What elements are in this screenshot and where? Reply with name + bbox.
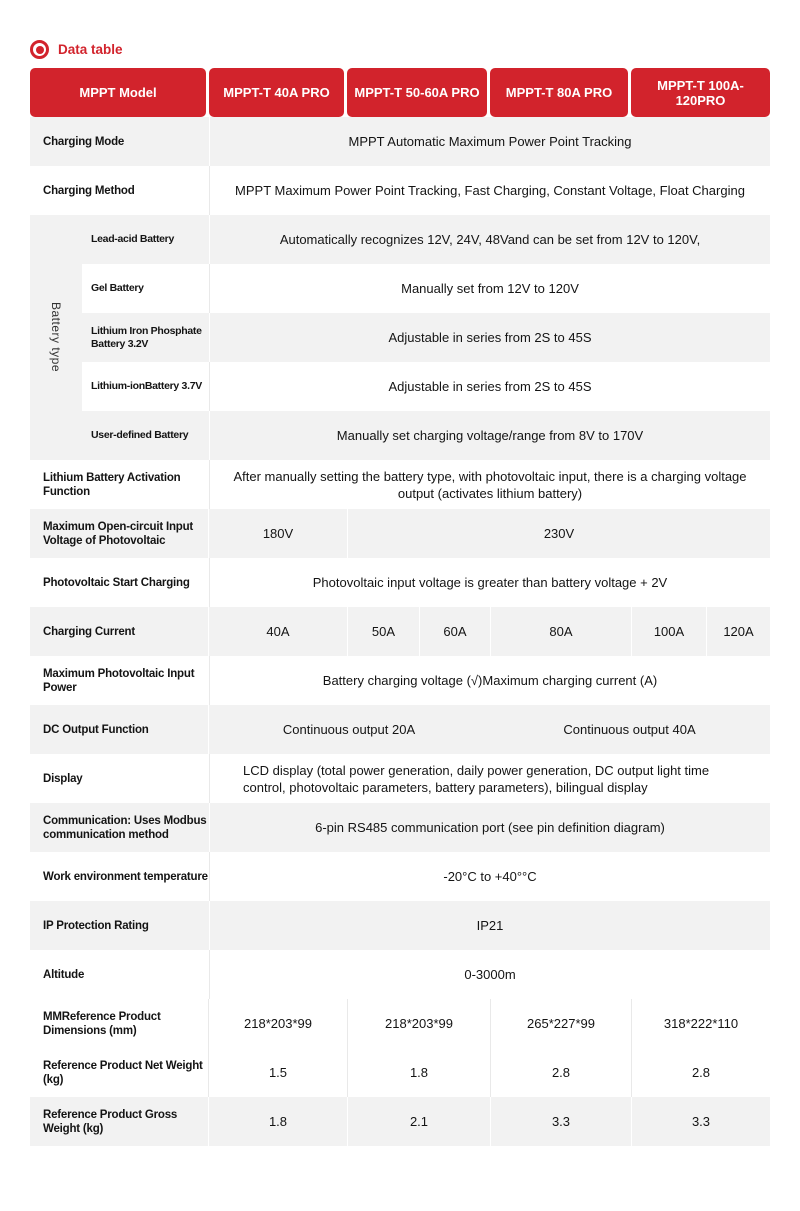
header-cell-80a-pro: MPPT-T 80A PRO [490,68,628,117]
row-value-cell [209,117,770,166]
row-value-cells [208,1048,770,1097]
row-communication [30,803,770,852]
table-header-row [30,68,770,117]
row-label: User-defined Battery [91,429,189,441]
header-cell-40a-pro: MPPT-T 40A PRO [209,68,344,117]
header-cell-100a-120pro: MPPT-T 100A-120PRO [631,68,770,117]
row-value: Battery charging voltage (√)Maximum charging current (A) [322,673,658,688]
row-lead-acid-battery [82,215,770,264]
row-product-dimensions [30,999,770,1048]
row-label: Charging Mode [43,135,125,148]
row-label: Reference Product Net Weight (kg) [43,1059,203,1086]
row-value: 6-pin RS485 communication port (see pin definition diagram) [315,820,665,835]
row-work-environment-temperature [30,852,770,901]
cell-value: 218*203*99 [244,1016,312,1031]
value-cell-60a [419,607,490,656]
row-value-cell [209,656,770,705]
value-cell-120a [706,607,770,656]
row-label-cell [30,117,209,166]
row-value: Photovoltaic input voltage is greater than battery voltage + 2V [312,575,668,590]
row-label: Altitude [43,968,85,981]
row-value: MPPT Maximum Power Point Tracking, Fast Charging, Constant Voltage, Float Charging [235,183,745,198]
cell-value: 120A [723,624,754,639]
row-label: Lithium Iron Phosphate Battery 3.2V [91,324,202,350]
row-pv-start-charging [30,558,770,607]
row-value: -20°C to +40°°C [443,869,537,884]
cell-value: 230V [543,526,575,541]
cell-value: 3.3 [551,1114,571,1129]
battery-type-merged-cell [30,215,82,460]
value-cell-40a [209,607,347,656]
row-label: Maximum Photovoltaic Input Power [43,667,195,694]
row-altitude [30,950,770,999]
caption-label: Data table [58,42,123,57]
data-table-icon-core [36,46,44,54]
row-gel-battery [82,264,770,313]
row-value: Automatically recognizes 12V, 24V, 48Vand can be set from 12V to 120V, [279,232,701,247]
battery-type-section [30,215,770,460]
cell-value: 40A [266,624,290,639]
value-cell-dim-80a [490,999,631,1048]
row-label: IP Protection Rating [43,919,149,932]
row-value-cell [209,166,770,215]
row-charging-mode [30,117,770,166]
row-ip-protection-rating [30,901,770,950]
row-label-cell [30,166,209,215]
value-cell-gross-100-120a [631,1097,770,1146]
row-value: Manually set from 12V to 120V [401,281,579,296]
cell-value: 2.8 [691,1065,711,1080]
row-value-cell [209,558,770,607]
row-max-pv-input-power [30,656,770,705]
cell-value: 2.8 [551,1065,571,1080]
row-value-cell [209,411,770,460]
row-lithium-activation [30,460,770,509]
value-cell-dim-50-60a [347,999,490,1048]
row-label: Charging Method [43,184,135,197]
row-label-cell [82,264,209,313]
row-charging-method [30,166,770,215]
row-label-cell [30,803,209,852]
row-label-cell [30,607,208,656]
cell-value: 265*227*99 [527,1016,595,1031]
battery-type-rows [82,215,770,460]
value-cell-net-100-120a [631,1048,770,1097]
value-cell-100a [631,607,706,656]
row-label-cell [30,950,209,999]
row-value: Adjustable in series from 2S to 45S [388,379,592,394]
spec-table [30,68,770,1146]
row-label: Reference Product Gross Weight (kg) [43,1108,178,1135]
value-cell-output-20a [209,705,489,754]
row-value-cell [209,460,770,509]
row-label-cell [30,509,208,558]
value-cell-output-40a [489,705,770,754]
row-value-cells [208,999,770,1048]
value-cell-net-80a [490,1048,631,1097]
row-label-cell [82,411,209,460]
cell-value: Continuous output 40A [563,722,696,737]
row-dc-output-function [30,705,770,754]
cell-value: 80A [549,624,573,639]
cell-value: 100A [653,624,685,639]
row-label: Maximum Open-circuit Input Voltage of Photovoltaic [43,520,194,547]
row-label-cell [82,215,209,264]
row-value-cell [209,313,770,362]
cell-value: 3.3 [691,1114,711,1129]
value-cell-dim-100-120a [631,999,770,1048]
battery-type-label: Battery type [49,302,63,373]
row-label: Gel Battery [91,282,144,294]
row-label-cell [30,901,209,950]
value-cell-gross-50-60a [347,1097,490,1146]
row-value: Manually set charging voltage/range from 8V to 170V [336,428,644,443]
row-label-cell [30,460,209,509]
cell-value: 50A [371,624,396,639]
value-cell-net-50-60a [347,1048,490,1097]
row-label: Charging Current [43,625,135,638]
cell-value: 1.8 [268,1114,288,1129]
cell-value: 1.8 [409,1065,429,1080]
row-label: Communication: Uses Modbus communication method [43,814,207,841]
row-label-cell [82,313,209,362]
row-label: Lithium-ionBattery 3.7V [91,380,202,392]
row-label: Display [43,772,83,785]
row-label: Lead-acid Battery [91,233,175,245]
cell-value: 60A [443,624,467,639]
row-label-cell [30,1048,208,1097]
row-label-cell [30,1097,208,1146]
row-display [30,754,770,803]
row-value: After manually setting the battery type, with photovoltaic input, there is a charging voltage output (activates lithium battery) [233,468,747,501]
row-value: MPPT Automatic Maximum Power Point Tracking [348,134,632,149]
row-label-cell [30,656,209,705]
value-cell-gross-80a [490,1097,631,1146]
cell-value: 318*222*110 [663,1016,739,1031]
row-lifepo4-battery [82,313,770,362]
row-value: Adjustable in series from 2S to 45S [388,330,592,345]
row-lithium-ion-battery [82,362,770,411]
row-label: Photovoltaic Start Charging [43,576,190,589]
row-label-cell [30,999,208,1048]
row-max-open-circuit-voltage [30,509,770,558]
value-cell-dim-40a [209,999,347,1048]
row-value-cell [209,215,770,264]
row-label: Work environment temperature [43,870,208,883]
row-label: DC Output Function [43,723,149,736]
row-value-cell [209,901,770,950]
cell-value: 2.1 [409,1114,429,1129]
row-charging-current [30,607,770,656]
row-gross-weight [30,1097,770,1146]
row-label: Lithium Battery Activation Function [43,471,181,498]
row-value-cell [209,803,770,852]
row-value: 0-3000m [464,967,516,982]
row-label-cell [82,362,209,411]
section-caption [30,40,123,59]
value-cell-gross-40a [209,1097,347,1146]
cell-value: 1.5 [268,1065,288,1080]
row-value-cell [209,950,770,999]
row-value-cell [209,852,770,901]
header-cell-50-60a-pro: MPPT-T 50-60A PRO [347,68,487,117]
row-value-cells [208,705,770,754]
row-label-cell [30,852,209,901]
row-value-cell [209,362,770,411]
row-value-cell [209,264,770,313]
row-label: MMReference Product Dimensions (mm) [43,1010,161,1037]
row-value-cells [208,509,770,558]
row-value-cell [209,754,770,803]
header-cell-mppt-model: MPPT Model [30,68,206,117]
value-cell-180v [209,509,347,558]
value-cell-230v [347,509,770,558]
row-value-cells [208,607,770,656]
row-label-cell [30,754,209,803]
value-cell-50a [347,607,419,656]
row-label-cell [30,558,209,607]
row-value-cells [208,1097,770,1146]
row-value: LCD display (total power generation, daily power generation, DC output light time control, photovoltaic parameters, battery parameters), bilingual display [243,762,710,795]
data-table-icon [30,40,49,59]
row-net-weight [30,1048,770,1097]
row-user-defined-battery [82,411,770,460]
cell-value: 218*203*99 [385,1016,453,1031]
cell-value: Continuous output 20A [282,722,416,737]
row-label-cell [30,705,208,754]
cell-value: 180V [262,526,294,541]
row-value: IP21 [476,918,504,933]
value-cell-80a [490,607,631,656]
value-cell-net-40a [209,1048,347,1097]
